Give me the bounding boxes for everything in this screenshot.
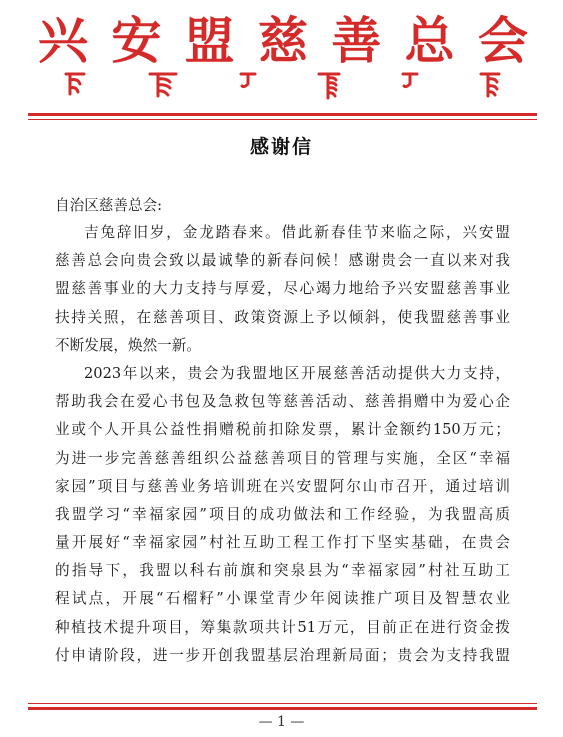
body-line: 家园”项目与慈善业务培训班在兴安盟阿尔山市召开，通过培训 (55, 477, 510, 495)
body-line: 不断发展，焕然一新。 (55, 336, 201, 354)
body-line: 量开展好“幸福家园”村社互助工程工作打下坚实基础，在贵会 (55, 534, 510, 552)
letterhead-char: 总 (404, 11, 455, 70)
mongolian-word-mark (238, 70, 258, 90)
body-line: 付申请阶段，进一步开创我盟基层治理新局面；贵会为支持我盟 (55, 646, 510, 664)
mongolian-word-mark (400, 70, 420, 90)
mongolian-word-mark (478, 70, 502, 100)
body-line: 吉兔辞旧岁，金龙踏春来。借此新春佳节来临之际，兴安盟 (84, 224, 510, 241)
body-line: 的指导下，我盟以科右前旗和突泉县为“幸福家园”村社互助工 (55, 562, 510, 580)
letterhead-char: 善 (331, 11, 382, 70)
body-line: 扶持关照，在慈善项目、政策资源上予以倾斜，使我盟慈善事业 (55, 308, 510, 326)
body-line: 为进一步完善慈善组织公益慈善项目的管理与实施，全区“幸福 (55, 449, 510, 467)
letterhead-char: 安 (111, 11, 162, 70)
body-line: 种植技术提升项目，筹集款项共计51万元，目前正在进行资金拨 (55, 618, 510, 636)
letterhead-char: 会 (477, 11, 528, 70)
mongolian-word-mark (316, 70, 342, 102)
body-line: 业或个人开具公益性捐赠税前扣除发票，累计金额约150万元； (55, 421, 510, 439)
letterhead-char: 兴 (38, 11, 88, 70)
body-line: 盟慈善事业的大力支持与厚爱，尽心竭力地给予兴安盟慈善事业 (55, 280, 510, 298)
body-line: 慈善总会向贵会致以最诚挚的新春问候！感谢贵会一直以来对我 (55, 252, 510, 270)
body-line: 2023年以来，贵会为我盟地区开展慈善活动提供大力支持， (84, 364, 510, 382)
letterhead-char: 盟 (184, 11, 235, 70)
letterhead-char: 慈 (257, 11, 308, 70)
footer-rule (28, 707, 537, 710)
body-line: 帮助我会在爱心书包及急救包等慈善活动、慈善捐赠中为爱心企 (55, 393, 510, 411)
letterhead-rule (28, 113, 537, 116)
letterhead-title (38, 12, 528, 70)
body-line: 我盟学习“幸福家园”项目的成功做法和工作经验，为我盟高质 (55, 505, 510, 523)
page-number: — 1 — (258, 714, 305, 730)
mongolian-script-logo (62, 70, 502, 106)
footer-rule-thin (28, 703, 537, 704)
mongolian-word-mark (62, 70, 88, 98)
document-title: 感谢信 (249, 136, 313, 158)
salutation: 自治区慈善总会: (55, 197, 163, 214)
letterhead-rule-thin (28, 119, 537, 120)
body-line: 程试点，开展“石榴籽”小课堂青少年阅读推广项目及智慧农业 (55, 590, 510, 608)
letter-body (55, 219, 510, 670)
mongolian-word-mark (146, 70, 180, 100)
